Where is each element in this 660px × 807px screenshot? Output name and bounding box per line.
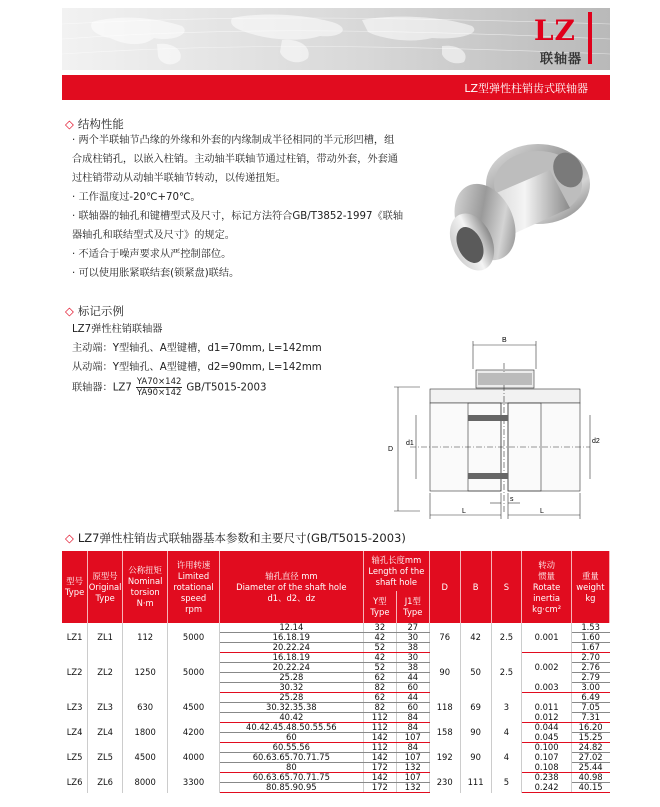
cell-inertia: 0.001 <box>522 633 571 643</box>
cell-j1-length: 107 <box>396 733 429 743</box>
cell-diameter: 60.63.65.70.71.75 <box>219 753 363 763</box>
col-y: Y型 Type <box>363 591 396 623</box>
cell-B: 111 <box>460 773 491 793</box>
cell-B: 90 <box>460 743 491 773</box>
cell-y-length: 142 <box>363 773 396 783</box>
cell-j1-length: 38 <box>396 643 429 653</box>
cell-diameter: 25.28 <box>219 673 363 683</box>
cell-y-length: 112 <box>363 713 396 723</box>
col-inertia: 转动 惯量 Rotate inertia kg·cm² <box>522 551 571 623</box>
cell-orig: ZL6 <box>88 773 123 793</box>
logo-subtitle: 联轴器 <box>539 52 582 67</box>
cell-diameter: 30.32.35.38 <box>219 703 363 713</box>
cell-inertia: 0.012 <box>522 713 571 723</box>
structure-line: · 两个半联轴节凸缘的外缘和外套的内缘制成半径相同的半元形凹槽，组 <box>72 135 395 146</box>
logo-code: LZ <box>533 14 576 47</box>
cell-j1-length: 60 <box>396 703 429 713</box>
cell-weight: 7.05 <box>571 703 609 713</box>
cell-inertia: 0.045 <box>522 733 571 743</box>
dim-L-right: L <box>540 508 544 515</box>
structure-line: 过柱销带动从动轴半联轴节转动，以传递扭矩。 <box>72 173 286 184</box>
cell-diameter: 30.32 <box>219 683 363 693</box>
table-row <box>62 653 610 663</box>
cell-torque: 4500 <box>123 743 168 773</box>
cell-y-length: 62 <box>363 693 396 703</box>
cell-j1-length: 30 <box>396 653 429 663</box>
cell-weight: 1.60 <box>571 633 609 643</box>
cell-B: 90 <box>460 723 491 743</box>
example-label <box>72 377 322 398</box>
cell-orig: ZL2 <box>88 653 123 693</box>
diamond-bullet-icon: ◇ <box>65 117 74 131</box>
col-D: D <box>429 551 460 623</box>
cell-weight: 6.49 <box>571 693 609 703</box>
cell-weight: 1.53 <box>571 623 609 633</box>
cell-j1-length: 84 <box>396 723 429 733</box>
example-driven: 从动端：Y型轴孔、A型键槽，d2=90mm, L=142mm <box>72 362 322 373</box>
cell-inertia <box>522 693 571 703</box>
cell-y-length: 172 <box>363 763 396 773</box>
cell-D: 90 <box>429 653 460 693</box>
cell-inertia: 0.107 <box>522 753 571 763</box>
cell-inertia: 0.100 <box>522 743 571 753</box>
example-label-prefix: 联轴器：LZ7 <box>72 382 132 394</box>
col-type: 型号 Type <box>62 551 88 623</box>
cell-orig: ZL5 <box>88 743 123 773</box>
table-row <box>62 623 610 633</box>
cell-weight: 15.25 <box>571 733 609 743</box>
coupling-photo <box>440 130 600 290</box>
dim-d2: d2 <box>592 438 600 445</box>
cell-S: 3 <box>491 693 522 723</box>
page-header <box>62 8 610 70</box>
cell-diameter: 80 <box>219 763 363 773</box>
cell-D: 76 <box>429 623 460 653</box>
cell-orig: ZL3 <box>88 693 123 723</box>
cell-speed: 3300 <box>168 773 219 793</box>
cell-diameter: 60.63.65.70.71.75 <box>219 773 363 783</box>
cell-orig: ZL1 <box>88 623 123 653</box>
cell-type: LZ3 <box>62 693 88 723</box>
cell-y-length: 172 <box>363 783 396 793</box>
dim-d1: d1 <box>406 440 414 447</box>
cell-speed: 5000 <box>168 653 219 693</box>
cell-diameter: 80.85.90.95 <box>219 783 363 793</box>
cell-S: 4 <box>491 743 522 773</box>
cell-j1-length: 84 <box>396 713 429 723</box>
cell-inertia: 0.044 <box>522 723 571 733</box>
cell-weight: 2.70 <box>571 653 609 663</box>
cell-diameter: 40.42 <box>219 713 363 723</box>
cell-weight: 40.15 <box>571 783 609 793</box>
banner-title: LZ型弹性柱销齿式联轴器 <box>464 82 588 95</box>
cell-diameter: 60 <box>219 733 363 743</box>
cell-speed: 4200 <box>168 723 219 743</box>
example-heading <box>65 303 124 319</box>
col-S: S <box>491 551 522 623</box>
cell-S: 2.5 <box>491 653 522 693</box>
cell-y-length: 52 <box>363 663 396 673</box>
cell-inertia: 0.002 <box>522 663 571 673</box>
world-map-graphic <box>62 8 610 70</box>
cell-weight: 24.82 <box>571 743 609 753</box>
cell-diameter: 25.28 <box>219 693 363 703</box>
cell-orig: ZL4 <box>88 723 123 743</box>
structure-text <box>72 131 412 283</box>
cell-speed: 4000 <box>168 743 219 773</box>
cell-y-length: 32 <box>363 623 396 633</box>
example-drive: 主动端：Y型轴孔、A型键槽，d1=70mm, L=142mm <box>72 343 322 354</box>
cell-y-length: 52 <box>363 643 396 653</box>
cell-torque: 1250 <box>123 653 168 693</box>
cell-speed: 4500 <box>168 693 219 723</box>
cell-j1-length: 132 <box>396 763 429 773</box>
cell-B: 50 <box>460 653 491 693</box>
example-heading-text: 标记示例 <box>77 304 124 318</box>
structure-heading <box>65 116 124 132</box>
table-heading-text: LZ7弹性柱销齿式联轴器基本参数和主要尺寸(GB/T5015-2003) <box>77 531 406 545</box>
cell-diameter: 20.22.24 <box>219 663 363 673</box>
title-banner <box>62 75 610 100</box>
cell-weight: 27.02 <box>571 753 609 763</box>
cell-weight: 25.44 <box>571 763 609 773</box>
cell-inertia <box>522 643 571 653</box>
cell-D: 192 <box>429 743 460 773</box>
cell-B: 42 <box>460 623 491 653</box>
cell-S: 5 <box>491 773 522 793</box>
example-text <box>72 320 322 398</box>
structure-line: 器轴孔和联结型式及尺寸》的规定。 <box>72 230 235 241</box>
col-orig: 原型号 Original Type <box>88 551 123 623</box>
cell-j1-length: 107 <box>396 773 429 783</box>
example-fraction <box>136 377 183 398</box>
cell-y-length: 142 <box>363 733 396 743</box>
cell-torque: 112 <box>123 623 168 653</box>
cell-type: LZ6 <box>62 773 88 793</box>
cell-D: 230 <box>429 773 460 793</box>
cell-diameter: 12.14 <box>219 623 363 633</box>
cell-j1-length: 60 <box>396 683 429 693</box>
parameters-table <box>62 551 610 793</box>
structure-line: · 可以使用胀紧联结套(锁紧盘)联结。 <box>72 268 240 279</box>
cell-weight: 2.79 <box>571 673 609 683</box>
cell-B: 69 <box>460 693 491 723</box>
diamond-bullet-icon: ◇ <box>65 304 74 318</box>
cell-y-length: 112 <box>363 743 396 753</box>
cell-j1-length: 44 <box>396 673 429 683</box>
cell-D: 118 <box>429 693 460 723</box>
table-row <box>62 693 610 703</box>
col-torque: 公称扭矩 Nominal torsion N·m <box>123 551 168 623</box>
cell-weight: 2.76 <box>571 663 609 673</box>
cell-weight: 3.00 <box>571 683 609 693</box>
cell-j1-length: 107 <box>396 753 429 763</box>
cell-y-length: 62 <box>363 673 396 683</box>
cell-y-length: 142 <box>363 753 396 763</box>
cell-weight: 7.31 <box>571 713 609 723</box>
cell-inertia: 0.003 <box>522 683 571 693</box>
table-row <box>62 723 610 733</box>
structure-heading-text: 结构性能 <box>77 117 124 131</box>
col-length: 轴孔长度mm Length of the shaft hole <box>363 551 429 591</box>
cell-weight: 40.98 <box>571 773 609 783</box>
dim-L-left: L <box>462 508 466 515</box>
cell-inertia: 0.242 <box>522 783 571 793</box>
cell-torque: 1800 <box>123 723 168 743</box>
cell-y-length: 42 <box>363 653 396 663</box>
cell-inertia <box>522 653 571 663</box>
cell-y-length: 112 <box>363 723 396 733</box>
col-weight: 重量 weight kg <box>571 551 609 623</box>
cell-weight: 1.67 <box>571 643 609 653</box>
structure-line: · 不适合于噪声要求从严控制部位。 <box>72 249 232 260</box>
coupling-drawing <box>380 333 610 523</box>
fraction-top: YA70×142 <box>136 377 182 387</box>
cell-type: LZ1 <box>62 623 88 653</box>
cell-type: LZ4 <box>62 723 88 743</box>
cell-type: LZ5 <box>62 743 88 773</box>
structure-line: · 联轴器的轴孔和键槽型式及尺寸，标记方法符合GB/T3852-1997《联轴 <box>72 211 404 222</box>
cell-diameter: 16.18.19 <box>219 653 363 663</box>
cell-j1-length: 30 <box>396 633 429 643</box>
cell-weight: 16.20 <box>571 723 609 733</box>
cell-j1-length: 44 <box>396 693 429 703</box>
cell-torque: 8000 <box>123 773 168 793</box>
diamond-bullet-icon: ◇ <box>65 531 74 545</box>
dim-B: B <box>502 337 507 344</box>
table-body <box>62 623 610 793</box>
col-diameter: 轴孔直径 mm Diameter of the shaft hole d1、d2、dz <box>219 551 363 623</box>
dim-s: s <box>510 496 514 503</box>
cell-diameter: 60.55.56 <box>219 743 363 753</box>
cell-speed: 5000 <box>168 623 219 653</box>
cell-diameter: 20.22.24 <box>219 643 363 653</box>
cell-inertia: 0.108 <box>522 763 571 773</box>
cell-inertia: 0.011 <box>522 703 571 713</box>
cell-j1-length: 27 <box>396 623 429 633</box>
cell-inertia: 0.238 <box>522 773 571 783</box>
structure-line: 合成柱销孔，以嵌入柱销。主动轴半联轴节通过柱销，带动外套，外套通 <box>72 154 398 165</box>
cell-diameter: 40.42.45.48.50.55.56 <box>219 723 363 733</box>
cell-diameter: 16.18.19 <box>219 633 363 643</box>
cell-S: 4 <box>491 723 522 743</box>
col-j1: J1型 Type <box>396 591 429 623</box>
cell-torque: 630 <box>123 693 168 723</box>
example-name: LZ7弹性柱销联轴器 <box>72 324 163 335</box>
logo-accent-bar <box>588 12 592 64</box>
cell-y-length: 82 <box>363 683 396 693</box>
cell-y-length: 82 <box>363 703 396 713</box>
cell-S: 2.5 <box>491 623 522 653</box>
dim-D: D <box>388 446 394 453</box>
cell-D: 158 <box>429 723 460 743</box>
cell-j1-length: 84 <box>396 743 429 753</box>
cell-j1-length: 132 <box>396 783 429 793</box>
cell-y-length: 42 <box>363 633 396 643</box>
fraction-bottom: YA90×142 <box>136 388 182 398</box>
col-speed: 许用转速 Limited rotational speed rpm <box>168 551 219 623</box>
col-B: B <box>460 551 491 623</box>
table-row <box>62 773 610 783</box>
cell-type: LZ2 <box>62 653 88 693</box>
cell-j1-length: 38 <box>396 663 429 673</box>
example-standard: GB/T5015-2003 <box>186 382 267 394</box>
cell-inertia <box>522 673 571 683</box>
table-row <box>62 743 610 753</box>
table-heading <box>65 530 406 546</box>
structure-line: · 工作温度过-20℃+70℃。 <box>72 192 201 203</box>
